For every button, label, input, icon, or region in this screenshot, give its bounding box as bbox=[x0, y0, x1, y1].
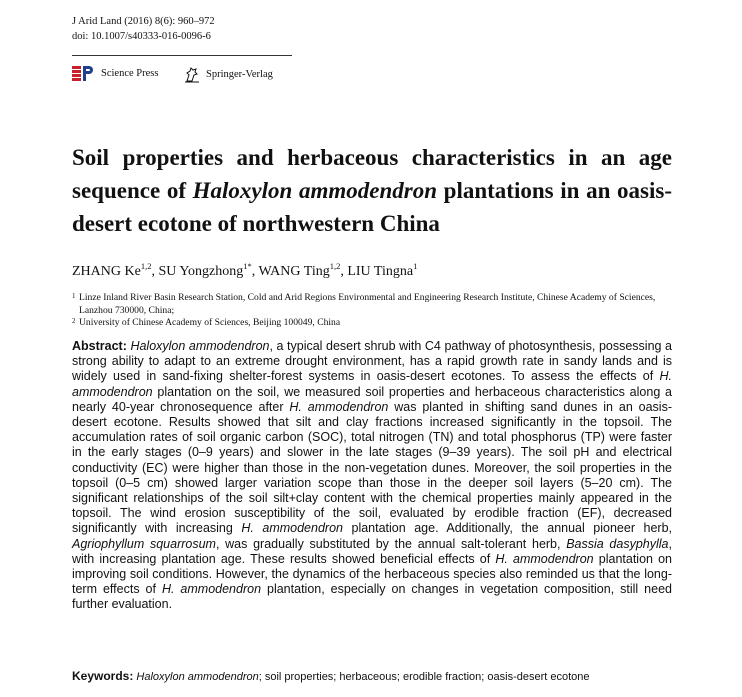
abstract-species-name: Bassia dasyphylla bbox=[566, 536, 669, 551]
science-press-logo-icon bbox=[72, 66, 94, 81]
keyword-rest: ; soil properties; herbaceous; erodible fraction; oasis-desert ecotone bbox=[258, 671, 590, 683]
affiliation-number: 2 bbox=[72, 317, 76, 326]
abstract-text: , was gradually substituted by the annual salt-tolerant herb, bbox=[215, 536, 567, 551]
abstract-text: plantation on improving soil conditions. However, the dynamics of the herbaceous species also reminded us that the long-term effects of bbox=[72, 551, 673, 597]
header-divider bbox=[72, 55, 292, 56]
title-species: Haloxylon ammodendron bbox=[192, 178, 437, 203]
springer-horse-icon bbox=[184, 66, 200, 83]
abstract-text: , a typical desert shrub with C4 pathway of photosynthesis, possessing a strong ability to adapt to an extreme drought environment, has a rapid growth rate in sandy lands and is widely used in sand-fixing shelter-forest systems in oasis-desert ecotones. To assess the effects of bbox=[72, 339, 672, 384]
abstract-species-name: H. ammodendron bbox=[72, 369, 672, 399]
author-name: LIU Tingna bbox=[347, 264, 414, 279]
abstract-species-name: H. ammodendron bbox=[495, 551, 594, 566]
abstract bbox=[72, 339, 672, 613]
title-part-2: plantations in an oasis-desert ecotone of northwestern China bbox=[72, 178, 672, 236]
affiliation-2 bbox=[72, 317, 677, 330]
keyword-first: Haloxylon ammodendron bbox=[136, 671, 259, 683]
author-name: SU Yongzhong bbox=[158, 264, 244, 279]
author-affil-mark: 1 bbox=[413, 261, 418, 271]
keywords-label: Keywords: bbox=[72, 669, 134, 683]
abstract-species-name: Haloxylon ammodendron bbox=[130, 339, 270, 353]
author-3 bbox=[258, 261, 341, 279]
abstract-species-name: H. ammodendron bbox=[289, 399, 389, 414]
springer-label: Springer-Verlag bbox=[206, 69, 273, 80]
author-4 bbox=[347, 261, 418, 279]
author-name: WANG Ting bbox=[258, 264, 330, 279]
affiliations bbox=[72, 292, 677, 330]
affiliation-text: Linze Inland River Basin Research Station, Cold and Arid Regions Environmental and Engineering Research Institute, Chinese Academy of Sciences, Lanzhou 730000, China; bbox=[79, 292, 656, 316]
title-part-1: Soil properties and herbaceous characteristics in an age sequence of bbox=[72, 145, 672, 203]
author-list: ZHANG Ke$^{1,2}$, SU Yongzhong$^{1*}$, WANG Ting$^{1,2}$, LIU Tingna$^1$ bbox=[72, 261, 418, 279]
affiliation-1 bbox=[72, 292, 677, 317]
author-2 bbox=[158, 261, 252, 279]
keywords bbox=[72, 669, 590, 683]
abstract-species-name: Agriophyllum squarrosum bbox=[72, 536, 216, 551]
author-affil-mark: 1,2 bbox=[140, 261, 152, 271]
journal-citation bbox=[72, 14, 215, 44]
publisher-science-press bbox=[72, 66, 158, 81]
paper-title bbox=[72, 141, 672, 240]
author-affil-mark: 1* bbox=[243, 261, 252, 271]
abstract-species-name: H. ammodendron bbox=[241, 521, 343, 536]
citation-line: J Arid Land (2016) 8(6): 960–972 bbox=[72, 16, 215, 27]
science-press-label: Science Press bbox=[101, 68, 159, 79]
abstract-label: Abstract: bbox=[72, 339, 127, 353]
abstract-text: was planted in shifting sand dunes in an oasis-desert ecotone. Results showed that silt and clay fractions increased significantly in the topsoil. The accumulation rates of soil organic carbon (SOC), total nitrogen (TN) and total phosphorus (TP) were faster in the early stages (0–9 years) and slower in the late stages (9–39 years). The soil pH and electrical conductivity (EC) were higher than those in the non-vegetation dunes. Moreover, the soil properties in the topsoil (0–5 cm) showed larger variation scope than those in the deeper soil layers (5–20 cm). The significant relationships of the soil silt+clay content with the chemical properties mainly appeared in the topsoil. The wind erosion susceptibility of the soil, evaluated by erodible fraction (EF), decreased significantly with increasing bbox=[72, 399, 672, 536]
author-affil-mark: 1,2 bbox=[329, 261, 341, 271]
doi-line: doi: 10.1007/s40333-016-0096-6 bbox=[72, 31, 211, 42]
abstract-text: plantation age. Additionally, the annual pioneer herb, bbox=[342, 521, 672, 536]
publisher-springer bbox=[184, 66, 273, 83]
abstract-text: , with increasing plantation age. These results showed beneficial effects of bbox=[72, 536, 672, 566]
abstract-text: plantation on the soil, we measured soil properties and herbaceous characteristics along a nearly 40-year chronosequence after bbox=[72, 384, 672, 414]
abstract-species-name: H. ammodendron bbox=[161, 582, 262, 597]
abstract-text: plantation, especially on changes in vegetation composition, still need further evaluation. bbox=[72, 582, 672, 612]
affiliation-number: 1 bbox=[72, 292, 76, 300]
affiliation-text: University of Chinese Academy of Sciences, Beijing 100049, China bbox=[79, 317, 341, 329]
abstract-body bbox=[72, 339, 672, 611]
author-1 bbox=[72, 261, 152, 279]
author-name: ZHANG Ke bbox=[72, 264, 141, 279]
